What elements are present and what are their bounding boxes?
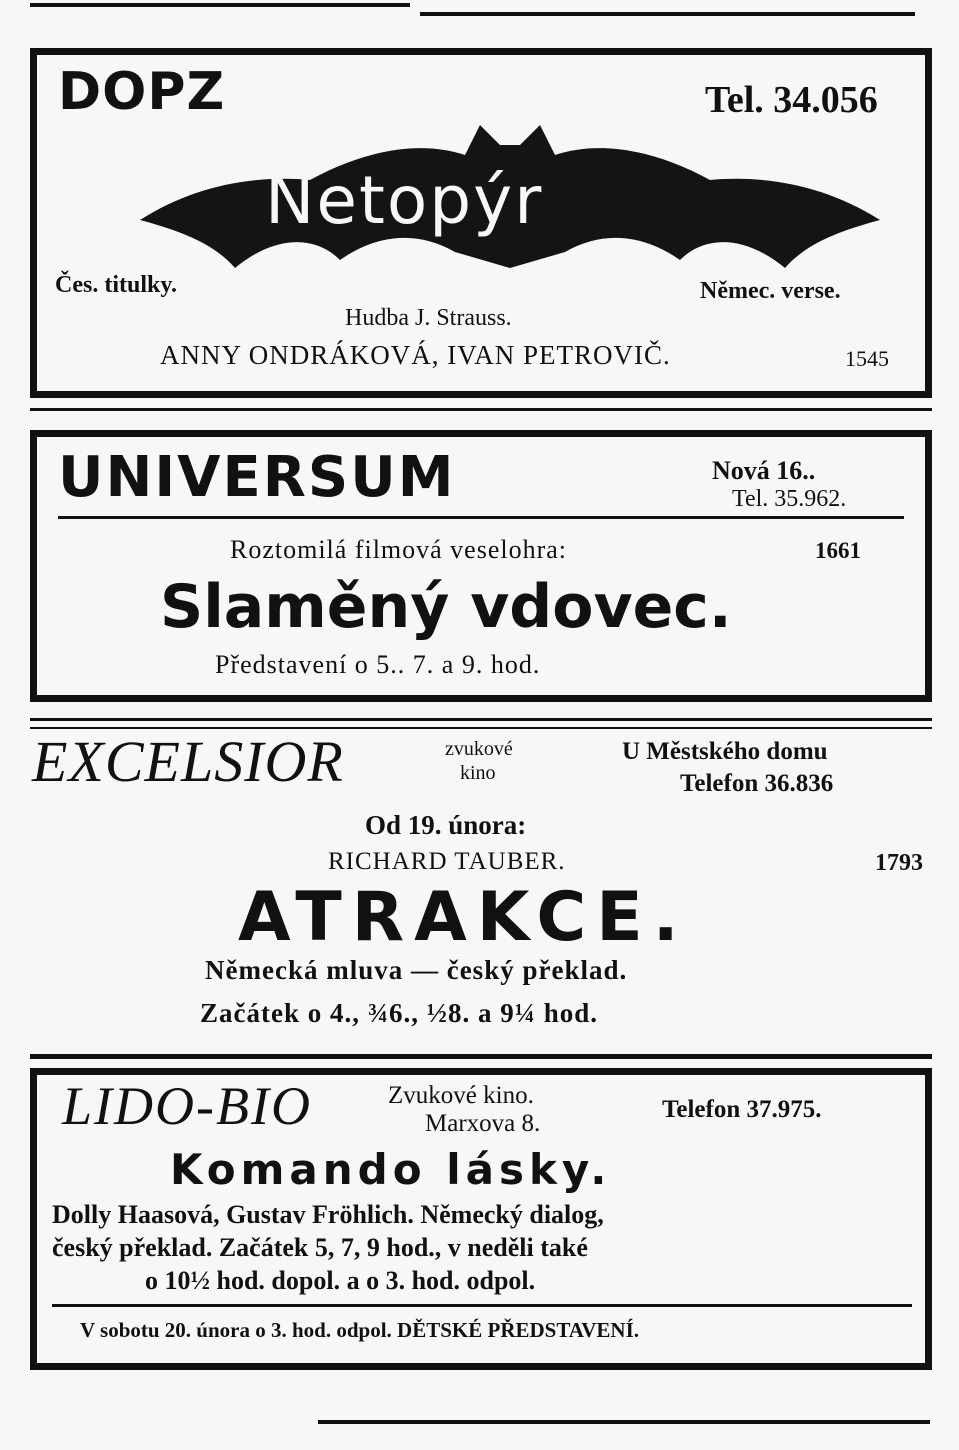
dopz-subtitles: Čes. titulky.	[55, 272, 178, 298]
lido-address: Marxova 8.	[425, 1110, 541, 1137]
dopz-film-title: Netopýr	[265, 162, 544, 239]
excelsior-star: RICHARD TAUBER.	[328, 848, 566, 875]
universum-tagline: Roztomilá filmová veselohra:	[230, 535, 568, 564]
dopz-cinema-name: DOPZ	[58, 62, 226, 122]
universum-film-title: Slaměný vdovec.	[160, 572, 732, 642]
lido-kind: Zvukové kino.	[388, 1082, 534, 1109]
lido-phone: Telefon 37.975.	[662, 1096, 822, 1123]
excelsior-address: U Městského domu	[622, 738, 828, 765]
separator-2	[30, 718, 932, 721]
separator-1	[30, 408, 932, 411]
dopz-phone: Tel. 34.056	[705, 79, 878, 121]
dopz-ref: 1545	[845, 346, 889, 371]
excelsior-date: Od 19. února:	[365, 810, 527, 840]
excelsior-kind-2: kino	[460, 762, 496, 784]
dopz-music: Hudba J. Strauss.	[345, 305, 512, 331]
excelsior-phone: Telefon 36.836	[680, 770, 834, 797]
universum-phone: Tel. 35.962.	[732, 486, 847, 512]
universum-shows: Představení o 5.. 7. a 9. hod.	[215, 650, 541, 679]
lido-footer: V sobotu 20. února o 3. hod. odpol. DĚTSKÉ PŘEDSTAVENÍ.	[80, 1318, 640, 1342]
lido-body-3: o 10½ hod. dopol. a o 3. hod. odpol.	[145, 1266, 536, 1295]
dopz-cast: ANNY ONDRÁKOVÁ, IVAN PETROVIČ.	[160, 340, 671, 370]
top-rule	[30, 3, 410, 7]
lido-film-title: Komando lásky.	[170, 1145, 612, 1194]
lido-body-2: český překlad. Začátek 5, 7, 9 hod., v neděli také	[52, 1233, 588, 1262]
lido-cinema-name: LIDO-BIO	[62, 1076, 312, 1136]
lido-body-1: Dolly Haasová, Gustav Fröhlich. Německý dialog,	[52, 1200, 604, 1229]
separator-3	[30, 1054, 932, 1059]
universum-cinema-name: UNIVERSUM	[58, 445, 456, 510]
universum-address: Nová 16..	[712, 456, 816, 485]
universum-header-rule	[58, 516, 904, 519]
top-rule-right	[420, 12, 915, 16]
excelsior-language: Německá mluva — český překlad.	[205, 955, 628, 985]
excelsior-kind-1: zvukové	[445, 738, 513, 760]
excelsior-film-title: ATRAKCE.	[238, 878, 689, 957]
excelsior-times: Začátek o 4., ¾6., ½8. a 9¼ hod.	[200, 998, 599, 1028]
excelsior-cinema-name: EXCELSIOR	[32, 729, 344, 794]
universum-ref: 1661	[815, 538, 861, 563]
bottom-rule	[318, 1420, 930, 1424]
lido-footer-rule	[52, 1304, 912, 1307]
dopz-version: Němec. verse.	[700, 278, 841, 304]
excelsior-ref: 1793	[875, 850, 923, 876]
